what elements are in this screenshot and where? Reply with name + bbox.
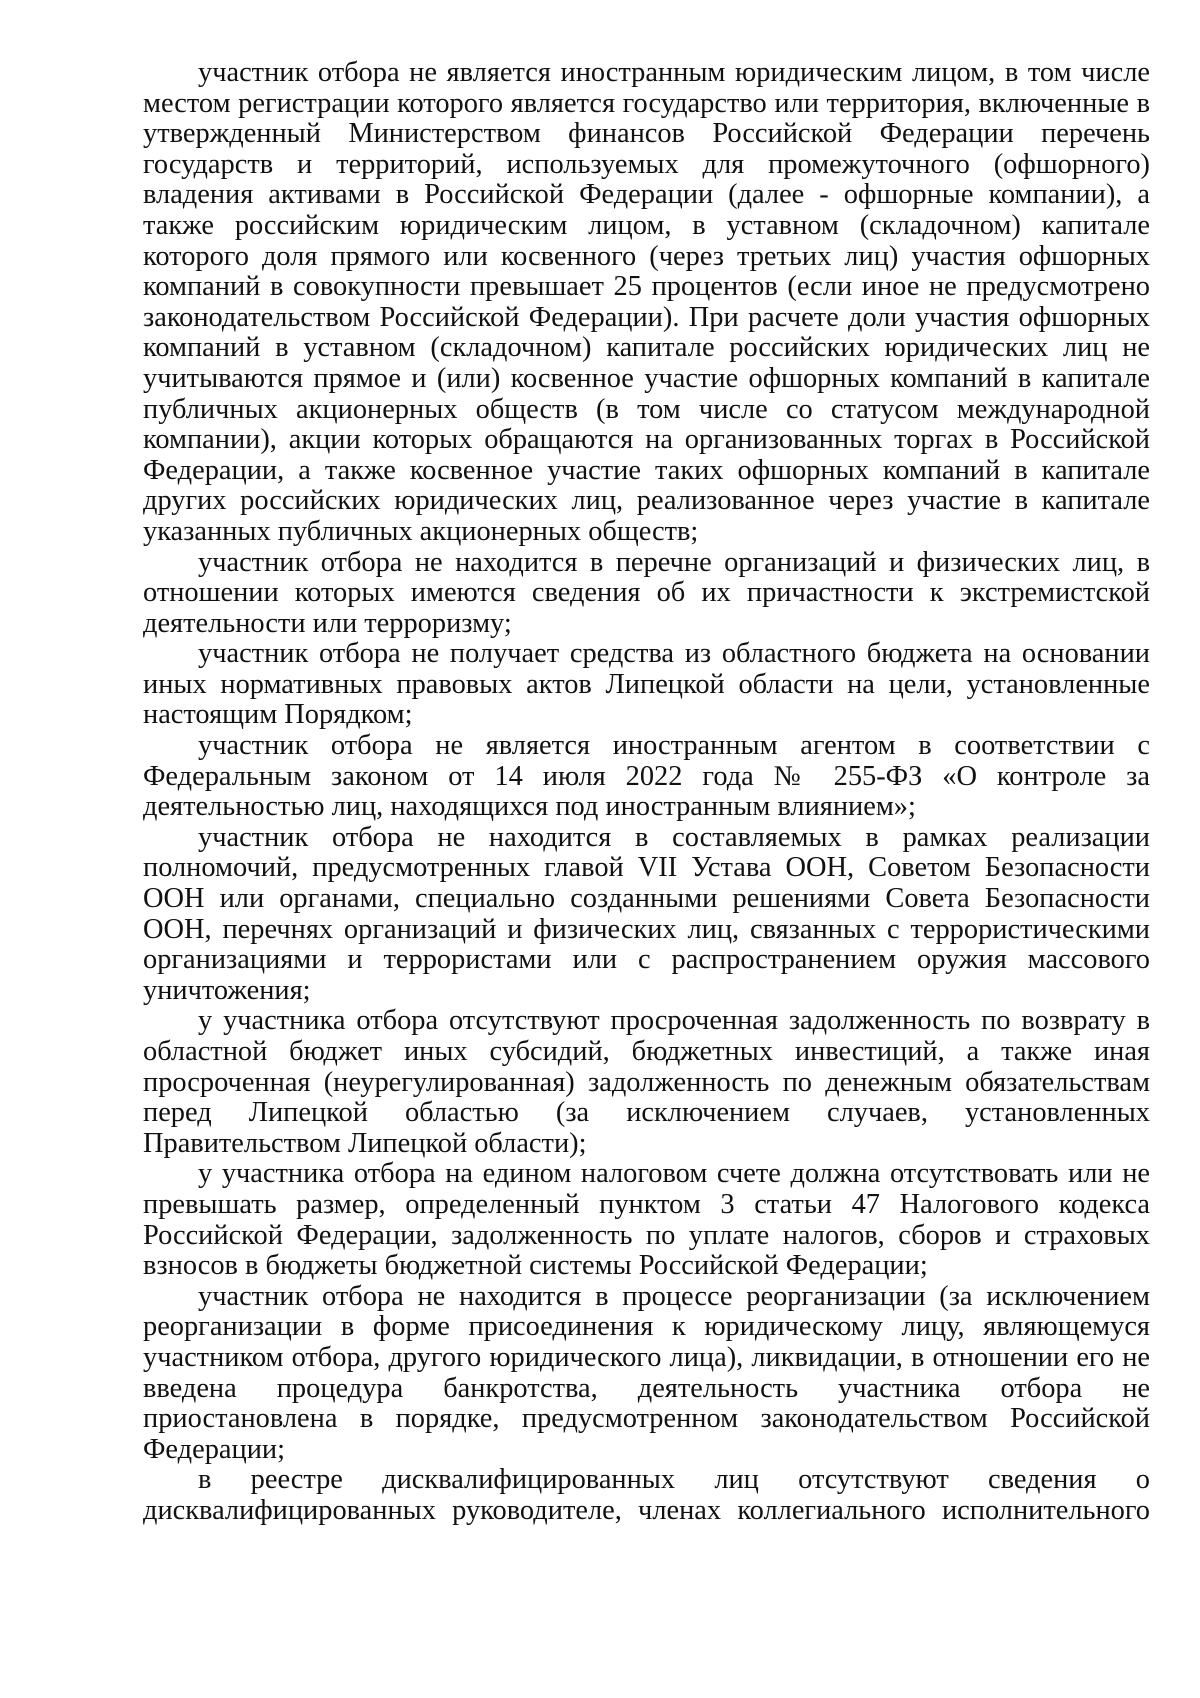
paragraph-tax-account: у участника отбора на едином налоговом счете должна отсутствовать или не превышать размер, определенный пунктом 3 статьи 47 Налогового кодекса Российской Федерации, задолженность по уплате налогов, сборов и страховых взносов в бюджеты бюджетной системы Российской Федерации; — [143, 1158, 1150, 1282]
paragraph-un-security-council: участник отбора не находится в составляемых в рамках реализации полномочий, предусмотренных главой VII Устава ООН, Советом Безопасности ООН или органами, специально созданными решениями Совета Безопасности ООН, перечнях организаций и физических лиц, связанных с террористическими организациями и террористами или с распространением оружия массового уничтожения; — [143, 821, 1150, 1006]
paragraph-offshore-companies: участник отбора не является иностранным юридическим лицом, в том числе местом регистрации которого является государство или территория, включенные в утвержденный Министерством финансов Российской Федерации перечень государств и территорий, используемых для промежуточного (офшорного) владения активами в Российской Федерации (далее - офшорные компании), а также российским юридическим лицом, в уставном (складочном) капитале которого доля прямого или косвенного (через третьих лиц) участия офшорных компаний в совокупности превышает 25 процентов (если иное не предусмотрено законодательством Российской Федерации). При расчете доли участия офшорных компаний в уставном (складочном) капитале российских юридических лиц не учитываются прямое и (или) косвенное участие офшорных компаний в капитале публичных акционерных обществ (в том числе со статусом международной компании), акции которых обращаются на организованных торгах в Российской Федерации, а также косвенное участие таких офшорных компаний в капитале других российских юридических лиц, реализованное через участие в капитале указанных публичных акционерных обществ; — [143, 57, 1150, 547]
paragraph-foreign-agent: участник отбора не является иностранным агентом в соответствии с Федеральным законом от 14 июля 2022 года № 255-ФЗ «О контроле за деятельностью лиц, находящихся под иностранным влиянием»; — [143, 730, 1150, 823]
paragraph-disqualified-persons: в реестре дисквалифицированных лиц отсутствуют сведения о дисквалифицированных руководителе, членах коллегиального исполнительного — [143, 1464, 1150, 1526]
paragraph-overdue-debt: у участника отбора отсутствуют просроченная задолженность по возврату в областной бюджет иных субсидий, бюджетных инвестиций, а также иная просроченная (неурегулированная) задолженность по денежным обязательствам перед Липецкой областью (за исключением случаев, установленных Правительством Липецкой области); — [143, 1005, 1150, 1159]
paragraph-reorganization: участник отбора не находится в процессе реорганизации (за исключением реорганизации в форме присоединения к юридическому лицу, являющемуся участником отбора, другого юридического лица), ликвидации, в отношении его не введена процедура банкротства, деятельность участника отбора не приостановлена в порядке, предусмотренном законодательством Российской Федерации; — [143, 1280, 1150, 1465]
paragraph-regional-budget: участник отбора не получает средства из областного бюджета на основании иных нормативных правовых актов Липецкой области на цели, установленные настоящим Порядком; — [143, 638, 1150, 731]
paragraph-extremism-list: участник отбора не находится в перечне организаций и физических лиц, в отношении которых имеются сведения об их причастности к экстремистской деятельности или терроризму; — [143, 546, 1150, 639]
document-body — [143, 58, 1150, 1527]
